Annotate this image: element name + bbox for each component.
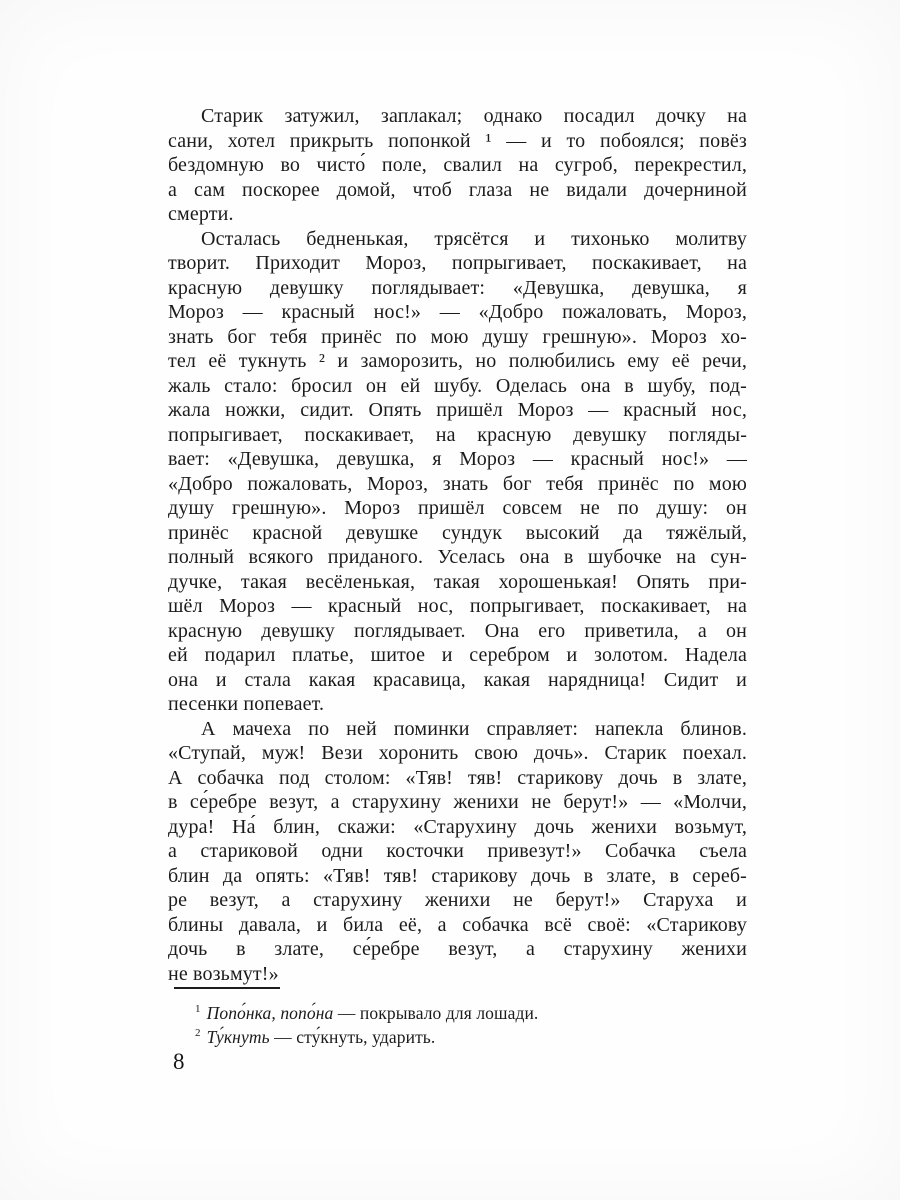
paragraph bbox=[168, 104, 747, 227]
text-line: а сам поскорее домой, чтоб глаза не видали дочерниной bbox=[168, 178, 747, 201]
footnote bbox=[168, 1025, 747, 1049]
text-line: «Добро пожаловать, Мороз, знать бог тебя принёс по мою bbox=[168, 472, 747, 495]
text-line: дура! На́ блин, скажи: «Старухину дочь женихи возьмут, bbox=[168, 815, 747, 838]
footnote-term: Попо́нка, попо́на bbox=[206, 1003, 334, 1023]
footnote-term: Ту́кнуть bbox=[206, 1027, 270, 1047]
text-line: красную девушку поглядывает: «Девушка, девушка, я bbox=[168, 276, 747, 299]
text-line: сани, хотел прикрыть попонкой ¹ — и то побоялся; повёз bbox=[168, 129, 747, 152]
text-line: «Ступай, муж! Вези хоронить свою дочь». Старик поехал. bbox=[168, 742, 747, 764]
text-line: блины давала, и била её, а собачка всё своё: «Старикову bbox=[168, 913, 747, 936]
text-line: тел её тукнуть ² и заморозить, но полюбились ему её речи, bbox=[168, 350, 747, 372]
text-line: полный всякого приданого. Уселась она в шубочке на сун- bbox=[168, 546, 747, 568]
text-line: песенки попевает. bbox=[168, 693, 325, 715]
text-line: шёл Мороз — красный нос, попрыгивает, поскакивает, на bbox=[168, 595, 747, 617]
text-line: она и стала какая красавица, какая нарядница! Сидит и bbox=[168, 668, 747, 691]
footnote-marker: 1 bbox=[195, 1003, 201, 1016]
footnote-definition: — сту́кнуть, ударить. bbox=[274, 1027, 436, 1047]
page-number: 8 bbox=[173, 1049, 185, 1074]
footnote-rule bbox=[174, 987, 280, 989]
footnote-section bbox=[168, 987, 747, 1049]
text-line: А собачка под столом: «Тяв! тяв! старикову дочь в злате, bbox=[168, 766, 747, 789]
text-block bbox=[168, 104, 747, 1049]
text-line: жала ножки, сидит. Опять пришёл Мороз — красный нос, bbox=[168, 399, 747, 421]
text-line: не возьмут!» bbox=[168, 962, 279, 985]
text-line: душу грешную». Мороз пришёл совсем не по душу: он bbox=[168, 497, 747, 519]
text-line: дочь в злате, се́ребре везут, а старухину женихи bbox=[168, 938, 747, 960]
text-line: Мороз — красный нос!» — «Добро пожаловать, Мороз, bbox=[168, 301, 747, 323]
paragraph bbox=[168, 227, 747, 717]
text-line: Осталась бедненькая, трясётся и тихонько молитву bbox=[201, 227, 747, 250]
text-line: А мачеха по ней поминки справляет: напекла блинов. bbox=[201, 717, 747, 740]
text-line: красную девушку поглядывает. Она его приветила, а он bbox=[168, 619, 747, 642]
text-line: ре везут, а старухину женихи не берут!» Старуха и bbox=[168, 889, 747, 911]
text-line: творит. Приходит Мороз, попрыгивает, поскакивает, на bbox=[168, 252, 747, 274]
text-line: жаль стало: бросил он ей шубу. Оделась она в шубу, под- bbox=[168, 374, 747, 397]
footnote-definition: — покрывало для лошади. bbox=[337, 1003, 539, 1023]
text-line: вает: «Девушка, девушка, я Мороз — красный нос!» — bbox=[168, 448, 747, 470]
story-text bbox=[168, 104, 747, 986]
text-line: в се́ребре везут, а старухину женихи не берут!» — «Молчи, bbox=[168, 791, 747, 813]
text-line: смерти. bbox=[168, 203, 234, 225]
text-line: знать бог тебя принёс по мою душу грешную». Мороз хо- bbox=[168, 325, 747, 348]
text-line: Старик затужил, заплакал; однако посадил дочку на bbox=[201, 105, 747, 127]
text-line: ей подарил платье, шитое и серебром и золотом. Надела bbox=[168, 644, 747, 666]
text-line: бездомную во чисто́ поле, свалил на сугроб, перекрестил, bbox=[168, 154, 747, 176]
text-line: блин да опять: «Тяв! тяв! старикову дочь в злате, в сереб- bbox=[168, 864, 747, 887]
text-line: а стариковой одни косточки привезут!» Собачка съела bbox=[168, 840, 747, 862]
footnote bbox=[168, 1001, 747, 1025]
footnote-marker: 2 bbox=[195, 1027, 201, 1040]
text-line: дучке, такая весёленькая, такая хорошенькая! Опять при- bbox=[168, 570, 747, 593]
text-line: принёс красной девушке сундук высокий да тяжёлый, bbox=[168, 521, 747, 544]
paragraph bbox=[168, 717, 747, 987]
text-line: попрыгивает, поскакивает, на красную девушку погляды- bbox=[168, 423, 747, 446]
